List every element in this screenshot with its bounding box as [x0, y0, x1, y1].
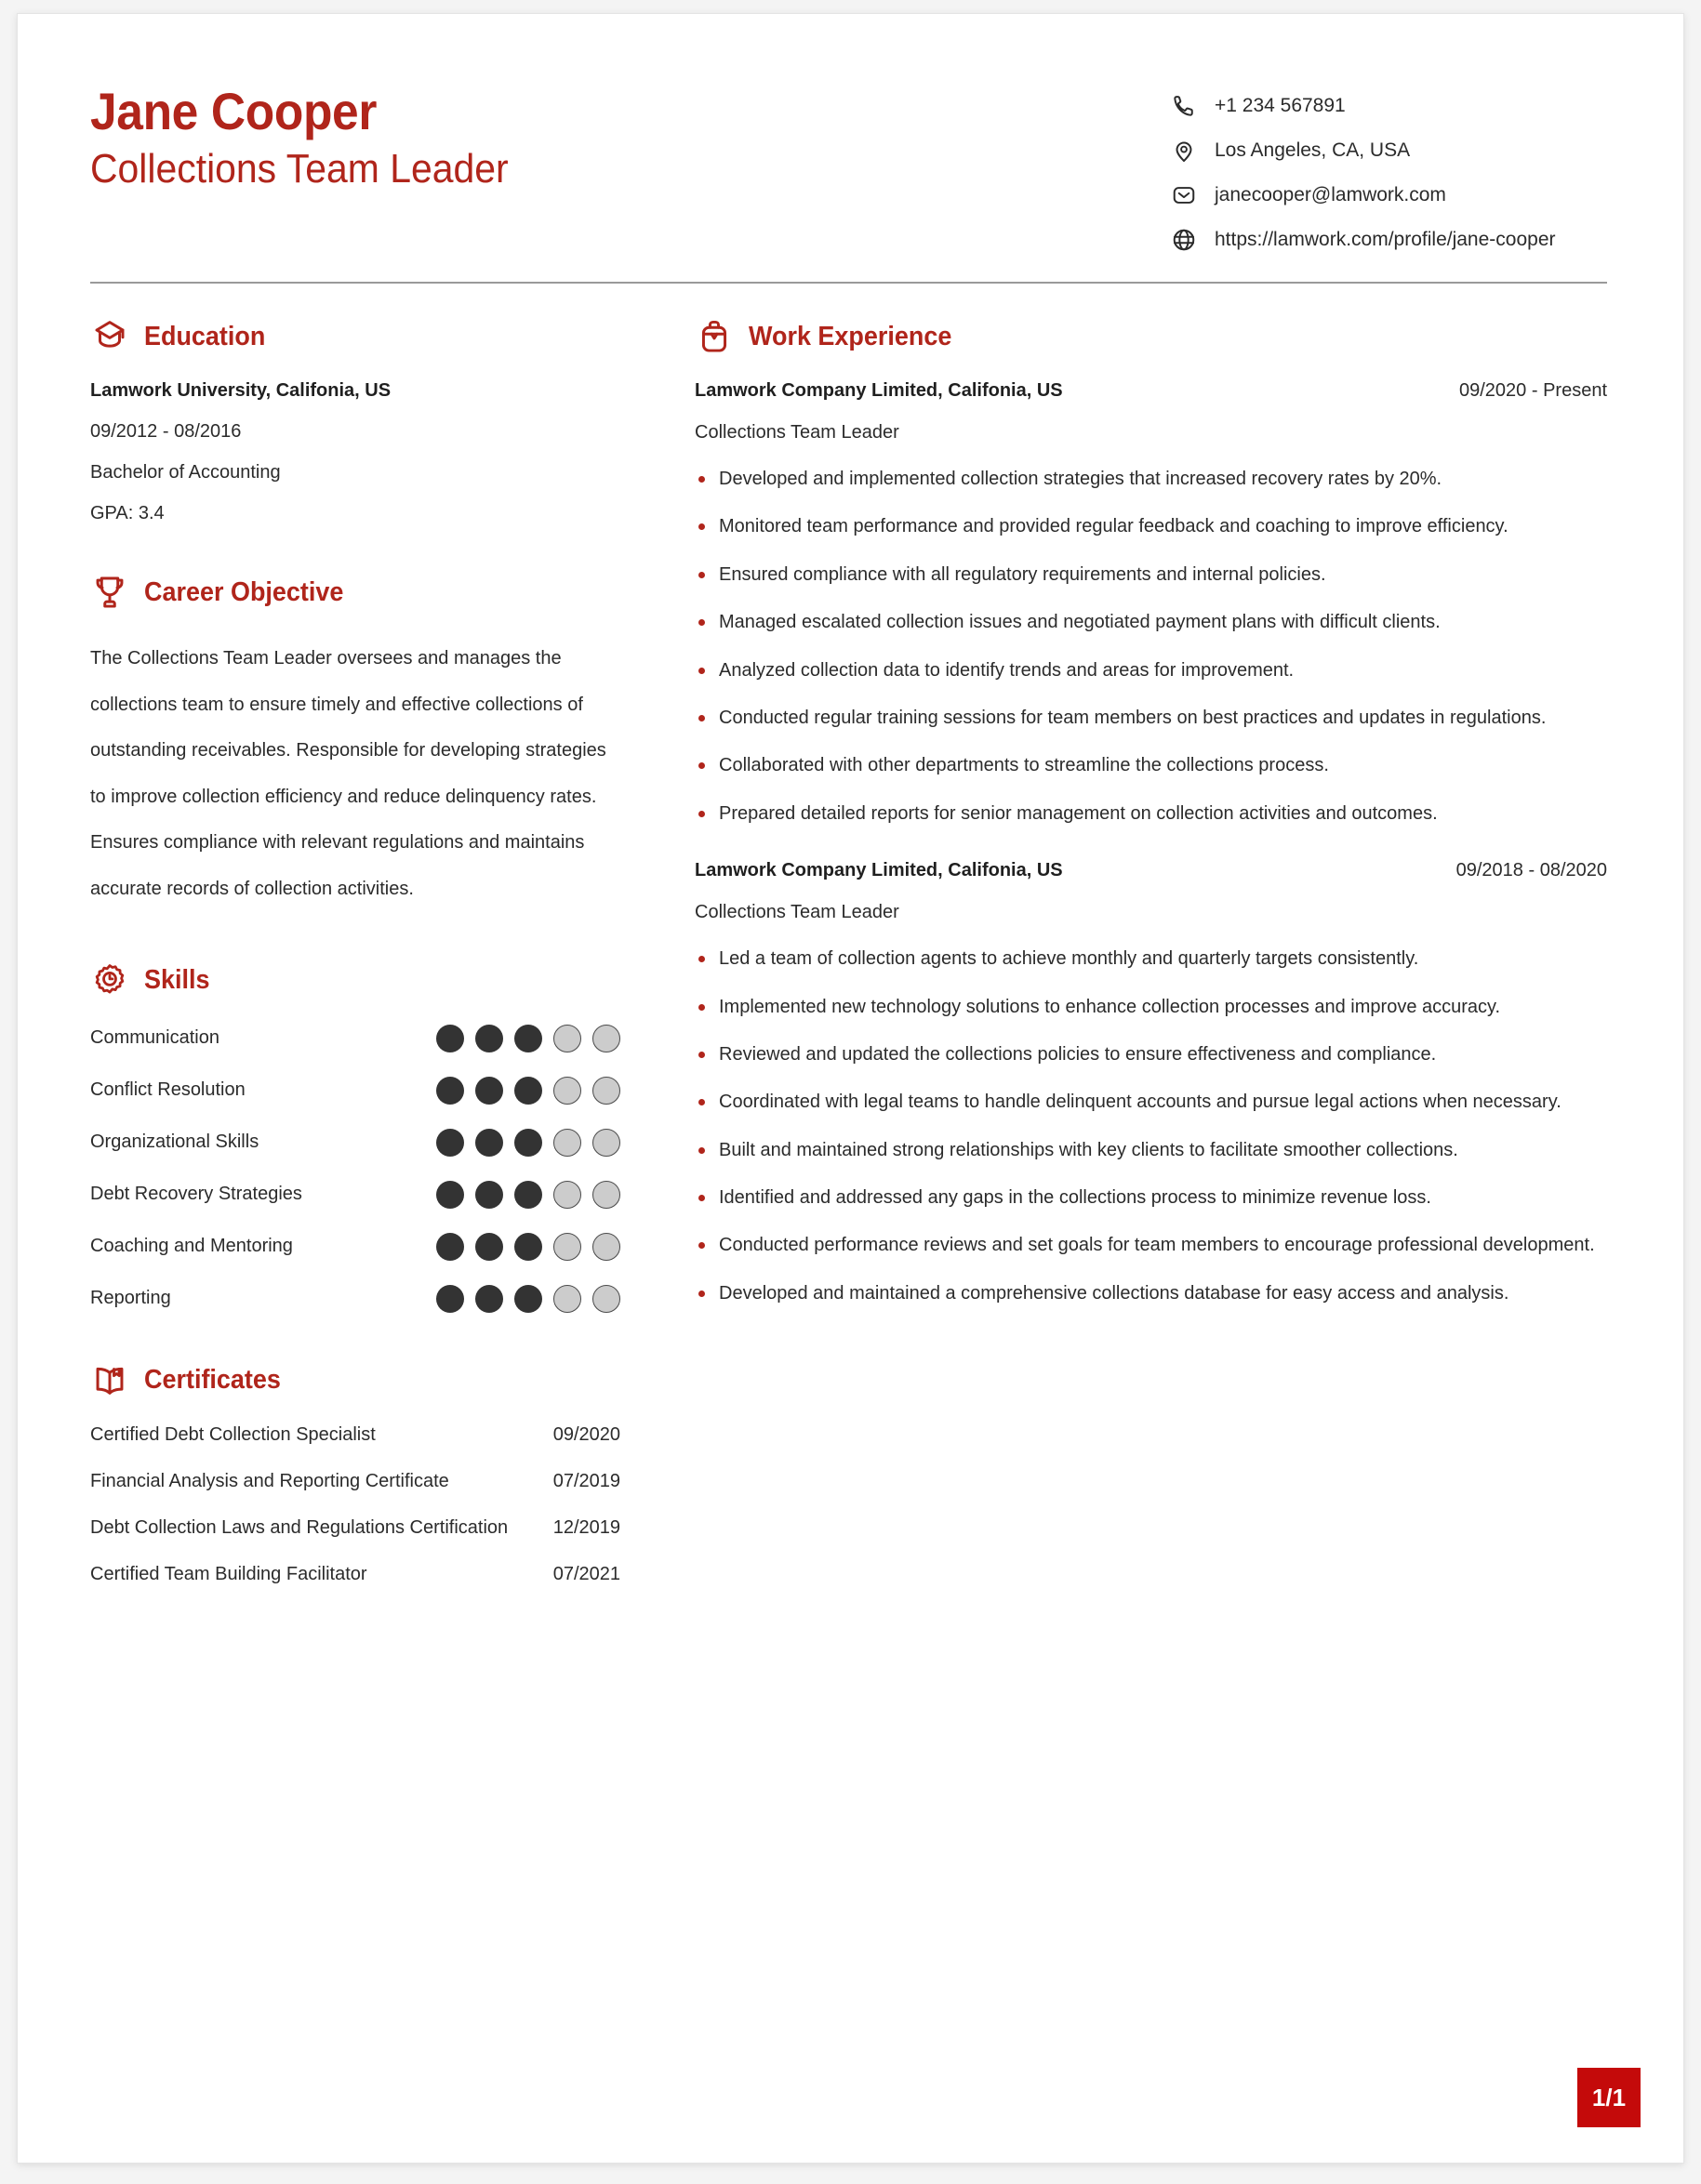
job-bullets [695, 944, 1607, 1308]
skills-heading [90, 961, 620, 1000]
job-bullet: Prepared detailed reports for senior management on collection activities and outcomes. [695, 799, 1607, 828]
skill-row [90, 1077, 620, 1105]
contact-phone[interactable] [1170, 92, 1607, 120]
certificates-heading [90, 1361, 620, 1400]
job-role: Collections Team Leader [695, 422, 899, 443]
rating-dot-filled [436, 1129, 464, 1157]
section-education [90, 317, 620, 524]
rating-dot-filled [514, 1129, 542, 1157]
rating-dot-filled [514, 1077, 542, 1105]
education-organization: Lamwork University, Califonia, US [90, 380, 392, 401]
rating-dot-empty [553, 1077, 581, 1105]
certificate-name: Financial Analysis and Reporting Certificate [90, 1470, 449, 1491]
certificate-row [90, 1564, 620, 1585]
skill-name: Reporting [90, 1288, 171, 1309]
skill-name: Organizational Skills [90, 1132, 259, 1153]
job-bullet: Implemented new technology solutions to enhance collection processes and improve accuracy. [695, 992, 1607, 1022]
phone-icon [1170, 92, 1198, 120]
rating-dot-empty [592, 1077, 620, 1105]
contact-website[interactable] [1170, 226, 1607, 254]
skill-name: Conflict Resolution [90, 1079, 246, 1101]
skill-name: Coaching and Mentoring [90, 1236, 293, 1257]
job-bullet: Reviewed and updated the collections policies to ensure effectiveness and compliance. [695, 1039, 1607, 1069]
skill-rating [436, 1233, 620, 1261]
email-icon [1170, 181, 1198, 209]
rating-dot-filled [475, 1233, 503, 1261]
rating-dot-filled [514, 1181, 542, 1209]
rating-dot-empty [553, 1285, 581, 1313]
rating-dot-filled [514, 1285, 542, 1313]
job-bullet: Conducted performance reviews and set goals for team members to encourage professional development. [695, 1230, 1607, 1260]
rating-dot-empty [592, 1233, 620, 1261]
header-job-title: Collections Team Leader [90, 145, 509, 192]
education-gpa: GPA: 3.4 [90, 503, 165, 523]
certificate-row [90, 1517, 620, 1539]
rating-dot-empty [592, 1285, 620, 1313]
skill-rating [436, 1181, 620, 1209]
skills-title: Skills [144, 965, 210, 996]
certificates-list [90, 1424, 620, 1585]
job-dates: 09/2020 - Present [1459, 380, 1607, 401]
location-icon [1170, 137, 1198, 165]
job-bullets [695, 464, 1607, 828]
education-dates: 09/2012 - 08/2016 [90, 421, 242, 442]
skill-row [90, 1025, 620, 1052]
right-column [648, 317, 1607, 1308]
job-bullet: Developed and implemented collection strategies that increased recovery rates by 20%. [695, 464, 1607, 494]
career-objective-title: Career Objective [144, 576, 344, 607]
job-role: Collections Team Leader [695, 902, 899, 923]
gear-clock-icon [90, 961, 129, 1000]
resume-header [73, 59, 1622, 254]
rating-dot-empty [553, 1025, 581, 1052]
section-career-objective [90, 573, 620, 913]
skill-rating [436, 1025, 620, 1052]
skills-list [90, 1025, 620, 1313]
job-bullet: Managed escalated collection issues and negotiated payment plans with difficult clients. [695, 607, 1607, 637]
job-organization: Lamwork Company Limited, Califonia, US [695, 380, 1063, 401]
rating-dot-empty [553, 1181, 581, 1209]
rating-dot-empty [553, 1233, 581, 1261]
rating-dot-filled [475, 1025, 503, 1052]
job-bullet: Developed and maintained a comprehensive collections database for easy access and analysis. [695, 1278, 1607, 1308]
rating-dot-filled [436, 1233, 464, 1261]
section-certificates [90, 1361, 620, 1585]
contact-location[interactable] [1170, 137, 1607, 165]
open-book-icon [90, 1361, 129, 1400]
job-bullet: Monitored team performance and provided regular feedback and coaching to improve efficiency. [695, 511, 1607, 541]
skill-rating [436, 1129, 620, 1157]
certificate-name: Debt Collection Laws and Regulations Certification [90, 1516, 509, 1538]
career-objective-heading [90, 573, 620, 612]
left-column [90, 317, 648, 1585]
certificate-date: 12/2019 [552, 1516, 620, 1538]
certificate-name: Certified Team Building Facilitator [90, 1563, 367, 1584]
job-bullet: Built and maintained strong relationships with key clients to facilitate smoother collections. [695, 1135, 1607, 1165]
email-value: janecooper@lamwork.com [1215, 184, 1446, 205]
rating-dot-filled [436, 1285, 464, 1313]
contact-list [1170, 79, 1607, 254]
certificate-date: 09/2020 [552, 1423, 620, 1445]
education-degree: Bachelor of Accounting [90, 462, 281, 483]
career-objective-text: The Collections Team Leader oversees and manages the collections team to ensure timely and effective collections of outstanding receivables. Responsible for developing strategies to improve collection efficiency and reduce delinquency rates. Ensures compliance with relevant regulations and maintains accurate records of collection activities. [90, 648, 606, 899]
page-indicator-badge: 1/1 [1577, 2068, 1641, 2127]
jobs-list [695, 380, 1607, 1308]
education-title: Education [144, 321, 266, 351]
section-work-experience [695, 317, 1607, 1308]
website-value: https://lamwork.com/profile/jane-cooper [1215, 229, 1556, 250]
job-bullet: Led a team of collection agents to achieve monthly and quarterly targets consistently. [695, 944, 1607, 973]
location-value: Los Angeles, CA, USA [1215, 139, 1411, 161]
certificate-row [90, 1471, 620, 1492]
work-experience-title: Work Experience [749, 321, 952, 351]
job-bullet: Ensured compliance with all regulatory requirements and internal policies. [695, 560, 1607, 589]
skill-row [90, 1129, 620, 1157]
resume-page [17, 13, 1684, 2164]
certificate-name: Certified Debt Collection Specialist [90, 1423, 376, 1445]
job-bullet: Identified and addressed any gaps in the collections process to minimize revenue loss. [695, 1183, 1607, 1212]
education-heading [90, 317, 620, 356]
phone-value: +1 234 567891 [1215, 95, 1346, 116]
skill-name: Debt Recovery Strategies [90, 1184, 302, 1205]
rating-dot-filled [475, 1285, 503, 1313]
job-organization: Lamwork Company Limited, Califonia, US [695, 860, 1063, 881]
job-bullet: Analyzed collection data to identify trends and areas for improvement. [695, 655, 1607, 685]
rating-dot-empty [553, 1129, 581, 1157]
certificates-title: Certificates [144, 1365, 281, 1396]
certificate-row [90, 1424, 620, 1446]
rating-dot-filled [436, 1181, 464, 1209]
rating-dot-filled [514, 1025, 542, 1052]
rating-dot-filled [475, 1129, 503, 1157]
resume-body [73, 317, 1622, 1585]
work-experience-heading [695, 317, 1607, 356]
header-divider [90, 282, 1607, 284]
graduation-cap-icon [90, 317, 129, 356]
contact-email[interactable] [1170, 181, 1607, 209]
job-bullet: Coordinated with legal teams to handle delinquent accounts and pursue legal actions when necessary. [695, 1087, 1607, 1117]
briefcase-icon [695, 317, 734, 356]
skill-row [90, 1233, 620, 1261]
skill-rating [436, 1077, 620, 1105]
job-dates: 09/2018 - 08/2020 [1455, 860, 1607, 881]
job-header [695, 380, 1607, 402]
website-icon [1170, 226, 1198, 254]
skill-row [90, 1285, 620, 1313]
rating-dot-filled [436, 1025, 464, 1052]
rating-dot-empty [592, 1181, 620, 1209]
skill-row [90, 1181, 620, 1209]
rating-dot-empty [592, 1025, 620, 1052]
job-entry [695, 380, 1607, 828]
job-bullet: Conducted regular training sessions for team members on best practices and updates in regulations. [695, 703, 1607, 733]
rating-dot-filled [514, 1233, 542, 1261]
section-skills [90, 961, 620, 1313]
job-bullet: Collaborated with other departments to streamline the collections process. [695, 750, 1607, 780]
rating-dot-empty [592, 1129, 620, 1157]
certificate-date: 07/2021 [552, 1563, 620, 1584]
skill-name: Communication [90, 1027, 219, 1049]
page-title: Jane Cooper [90, 82, 378, 140]
rating-dot-filled [475, 1181, 503, 1209]
job-header [695, 860, 1607, 881]
skill-rating [436, 1285, 620, 1313]
rating-dot-filled [436, 1077, 464, 1105]
rating-dot-filled [475, 1077, 503, 1105]
trophy-icon [90, 573, 129, 612]
job-entry [695, 860, 1607, 1308]
certificate-date: 07/2019 [552, 1470, 620, 1491]
identity-block [90, 79, 539, 192]
